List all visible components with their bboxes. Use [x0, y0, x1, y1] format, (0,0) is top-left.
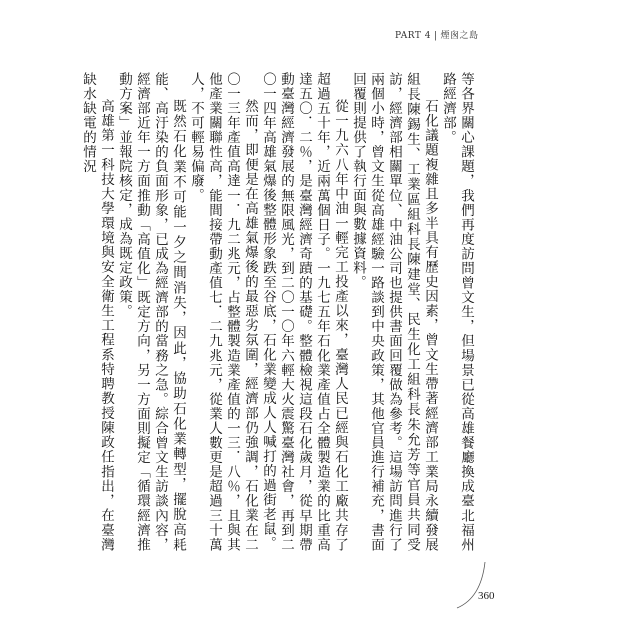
- paragraph-6: 高雄第一科技大學環境與安全衛生工程系特聘教授陳政任指出，在臺灣缺水缺電的情況: [80, 72, 114, 552]
- header-separator: |: [433, 31, 438, 41]
- running-header: [395, 28, 595, 41]
- page-number-arc: [455, 560, 495, 610]
- paragraph-2: 石化議題複雜且多半具有歷史因素，曾文生帶著經濟部工業局永續發展組長陳錫生、工業區組科長陳建堂、民生化工組科長朱允芳等官員共同受訪，經濟部相關單位、中油公司也提供書面回覆做為參考。這場訪問進行了兩個小時，曾文生從高雄經驗一路談到中央政策，其他官員進行補充，書面回覆則提供了執行面與數據資料。: [350, 72, 438, 552]
- paragraph-5: 既然石化業不可能一夕之間消失，因此，協助石化業轉型，擺脫高耗能、高汙染的負面形象，已成為經濟部的當務之急。綜合曾文生訪談內容，經濟部近年一方面推動「高值化」既定方向，另一方面則擬定「循環經濟推動方案」並報院核定，成為既定政策。: [116, 72, 186, 552]
- paragraph-3: 從一九六八年中油一輕完工投產以來，臺灣人民已經與石化工廠共存了超過五十年，近兩萬個日子。一九七五年石化業產值占全體製造業的比重高達五〇．二％，是臺灣經濟奇蹟的基礎。整體檢視這段石化歲月，從早期帶動臺灣經濟發展的無限風光，到二〇一〇年六輕大火震驚臺灣社會，再到二〇一四年高雄氣爆後整體形象跌至谷底，石化業變成人人喊打的過街老鼠。: [260, 72, 348, 552]
- part-label: PART 4: [395, 31, 431, 41]
- paragraph-4: 然而，即便是在高雄氣爆後的最惡劣氛圍，經濟部仍強調，石化業在二〇一三年產值高達一．九二兆元，占整體製造業產值的一三．八％，且與其他產業關聯性高，能間接帶動產值七．二九兆元，從業人數更是超過三十萬人，不可輕易偏廢。: [188, 72, 258, 552]
- chapter-title: 煙囪之島: [440, 31, 479, 41]
- body-text: [80, 72, 475, 552]
- page-number: 360: [478, 590, 495, 602]
- paragraph-1: 等各界關心課題，我們再度訪問曾文生，但場景已從高雄餐廳換成臺北福州路經濟部。: [440, 72, 474, 552]
